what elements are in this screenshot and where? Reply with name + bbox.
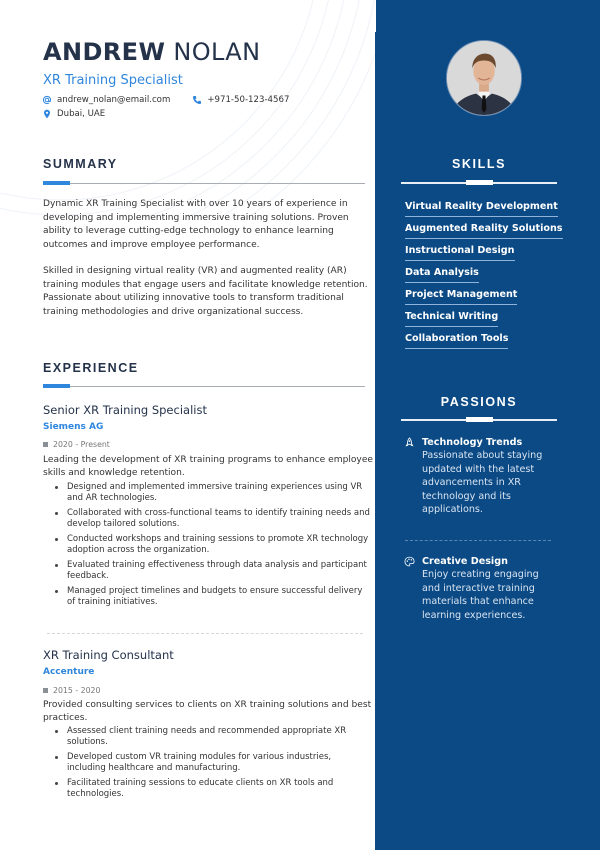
phone-icon xyxy=(192,95,202,105)
bullet-item: Developed custom VR training modules for various industries, including healthcare and manufacturing. xyxy=(67,752,372,774)
passion-item xyxy=(404,436,559,517)
job-dates: 2020 - Present xyxy=(43,440,110,449)
sidebar-edge xyxy=(375,32,377,850)
location-text: Dubai, UAE xyxy=(57,109,106,119)
job-description: Provided consulting services to clients on XR training solutions and best practices. xyxy=(43,700,372,723)
candidate-name xyxy=(43,38,260,66)
summary-paragraph: Dynamic XR Training Specialist with over 10 years of experience in developing and implementing immersive training solutions. Proven ability to leverage cutting-edge technology to enhance learning outcomes and improve employee performance. xyxy=(43,199,349,250)
experience-divider xyxy=(43,386,365,387)
bullet-item: Collaborated with cross-functional teams to identify training needs and develop tailored solutions. xyxy=(67,508,372,530)
job-position: XR Training Consultant xyxy=(43,648,174,662)
location-row xyxy=(42,109,105,119)
job-bullets xyxy=(67,482,372,612)
bullet-item: Assessed client training needs and recommended appropriate XR solutions. xyxy=(67,726,372,748)
job-position: Senior XR Training Specialist xyxy=(43,403,207,417)
passion-title: Creative Design xyxy=(422,556,508,567)
bullet-item: Evaluated training effectiveness through data analysis and participant feedback. xyxy=(67,560,372,582)
passion-description: Passionate about staying updated with the latest advancements in XR technology and its applications. xyxy=(422,450,543,515)
contact-row xyxy=(42,95,289,105)
email-text[interactable]: andrew_nolan@email.com xyxy=(57,95,171,105)
profile-photo xyxy=(446,40,522,116)
at-icon xyxy=(42,95,52,105)
map-pin-icon xyxy=(42,109,52,119)
summary-paragraph: Skilled in designing virtual reality (VR) and augmented reality (AR) training modules that engage users and facilitate knowledge retention. Passionate about utilizing innovative tools to transform traditional training methodologies and drive organizational success. xyxy=(43,266,368,317)
passions-heading: PASSIONS xyxy=(440,395,518,409)
palette-icon xyxy=(404,556,415,567)
skill-item: Technical Writing xyxy=(405,310,563,332)
rocket-icon xyxy=(404,437,415,448)
passion-title: Technology Trends xyxy=(422,437,523,448)
skill-item: Virtual Reality Development xyxy=(405,200,563,222)
first-name: ANDREW xyxy=(43,38,166,66)
skill-item: Instructional Design xyxy=(405,244,563,266)
summary-divider xyxy=(43,183,365,184)
job-bullets xyxy=(67,726,372,804)
passion-description: Enjoy creating engaging and interactive training materials that enhance learning experiences. xyxy=(422,569,539,621)
skills-list xyxy=(405,200,563,354)
skills-heading: SKILLS xyxy=(451,157,507,171)
bullet-item: Designed and implemented immersive training experiences using VR and AR technologies. xyxy=(67,482,372,504)
bullet-item: Conducted workshops and training sessions to promote XR technology adoption across the organization. xyxy=(67,534,372,556)
last-name: NOLAN xyxy=(173,38,261,66)
skill-item: Project Management xyxy=(405,288,563,310)
passion-item xyxy=(404,555,559,622)
job-dates: 2015 - 2020 xyxy=(43,686,100,695)
skills-divider xyxy=(401,182,557,184)
passions-divider xyxy=(401,419,557,421)
passion-separator xyxy=(405,540,551,541)
calendar-icon xyxy=(43,688,48,693)
skill-item: Collaboration Tools xyxy=(405,332,563,354)
sidebar xyxy=(376,0,600,850)
job-separator xyxy=(47,633,363,634)
experience-heading: EXPERIENCE xyxy=(43,361,139,375)
skill-item: Data Analysis xyxy=(405,266,563,288)
skill-item: Augmented Reality Solutions xyxy=(405,222,563,244)
bullet-item: Managed project timelines and budgets to ensure successful delivery of training initiatives. xyxy=(67,586,372,608)
bullet-item: Facilitated training sessions to educate clients on XR tools and technologies. xyxy=(67,778,372,800)
job-company: Accenture xyxy=(43,667,95,677)
job-company: Siemens AG xyxy=(43,422,104,432)
summary-heading: SUMMARY xyxy=(43,157,118,171)
job-title-headline: XR Training Specialist xyxy=(43,73,183,88)
phone-text[interactable]: +971-50-123-4567 xyxy=(207,95,290,105)
job-description: Leading the development of XR training programs to enhance employee skills and knowledge retention. xyxy=(43,455,374,478)
calendar-icon xyxy=(43,442,48,447)
